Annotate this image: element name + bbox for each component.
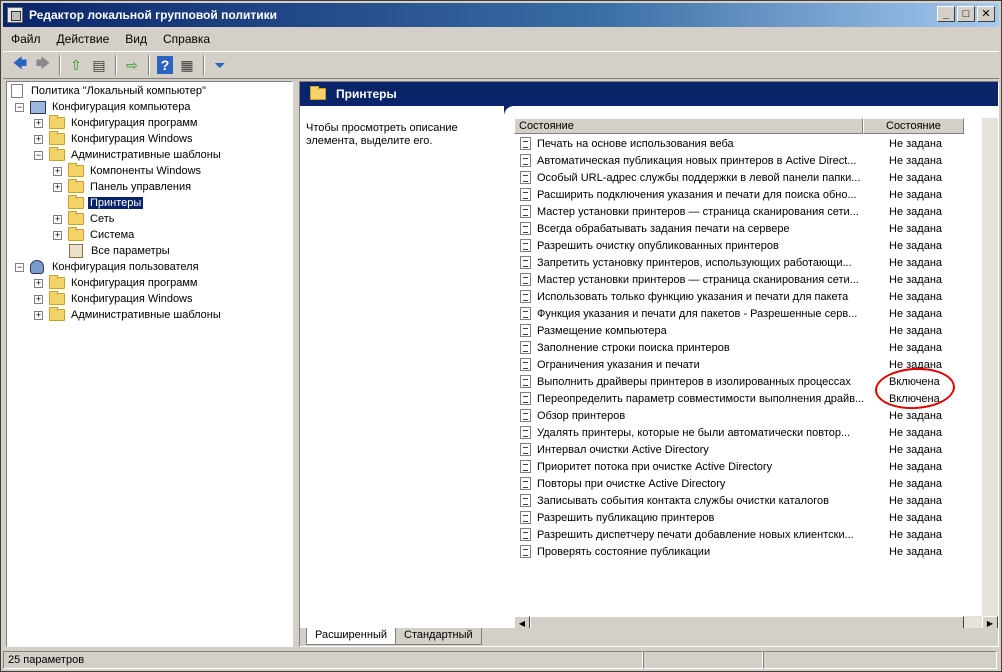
minimize-button[interactable]: _ [937, 6, 955, 22]
table-row[interactable] [514, 526, 984, 543]
collapse-icon[interactable]: − [16, 261, 23, 272]
tree-label: Конфигурация компьютера [52, 101, 191, 113]
folder-icon [49, 133, 65, 145]
filter-icon[interactable]: ⏷ [214, 56, 226, 73]
policy-setting-icon [520, 324, 531, 337]
table-row[interactable] [514, 322, 984, 339]
tree-item-user-admin-templates[interactable] [34, 307, 223, 323]
title-bar[interactable] [3, 3, 999, 27]
table-row[interactable] [514, 509, 984, 526]
setting-name: Размещение компьютера [537, 324, 667, 337]
scroll-left-arrow-icon[interactable]: ◀ [514, 616, 530, 632]
menu-bar [3, 29, 999, 49]
policy-setting-icon [520, 222, 531, 235]
setting-name: Использовать только функцию указания и печати для пакета [537, 290, 849, 303]
tree-label: Конфигурация Windows [71, 293, 193, 305]
expand-icon[interactable]: + [54, 165, 61, 176]
menu-help[interactable]: Справка [163, 32, 211, 46]
tree-label: Конфигурация Windows [71, 133, 193, 145]
table-row[interactable] [514, 254, 984, 271]
policy-setting-icon [520, 511, 531, 524]
policy-setting-icon [520, 307, 531, 320]
menu-file[interactable]: Файл [11, 32, 41, 46]
setting-state: Не задана [889, 511, 943, 524]
back-icon[interactable]: 🡄 [12, 55, 28, 71]
tree-item-computer-config[interactable] [15, 99, 192, 115]
folder-icon [49, 293, 65, 305]
folder-icon [310, 88, 326, 100]
policy-setting-icon [520, 239, 531, 252]
table-row[interactable] [514, 135, 984, 152]
policy-setting-icon [520, 409, 531, 422]
tab-extended[interactable]: Расширенный [306, 628, 396, 645]
tree-label: Принтеры [90, 197, 142, 209]
collapse-icon[interactable]: − [16, 101, 23, 112]
tree-item-user-config[interactable] [15, 259, 201, 275]
setting-state: Не задана [889, 239, 943, 252]
console-tree[interactable] [6, 81, 293, 647]
setting-name: Печать на основе использования веба [537, 137, 734, 150]
setting-name: Разрешить очистку опубликованных принтеров [537, 239, 779, 252]
table-row[interactable] [514, 220, 984, 237]
tree-label: Компоненты Windows [90, 165, 202, 177]
setting-state: Не задана [889, 137, 943, 150]
setting-name: Записывать события контакта службы очистки каталогов [537, 494, 829, 507]
table-row[interactable] [514, 543, 984, 560]
table-row[interactable] [514, 237, 984, 254]
menu-action[interactable]: Действие [56, 32, 110, 46]
policy-setting-icon [520, 460, 531, 473]
collapse-icon[interactable]: − [35, 149, 42, 160]
folder-icon [68, 181, 84, 193]
setting-state: Не задана [889, 307, 943, 320]
table-row[interactable] [514, 305, 984, 322]
setting-name: Разрешить диспетчеру печати добавление новых клиентски... [537, 528, 854, 541]
policy-setting-icon [520, 188, 531, 201]
setting-name: Мастер установки принтеров — страница сканирования сети... [537, 205, 859, 218]
tree-item-control-panel[interactable] [53, 179, 193, 195]
policy-setting-icon [520, 392, 531, 405]
column-header-name[interactable]: Состояние [514, 118, 863, 134]
tree-item-network[interactable] [53, 211, 116, 227]
close-button[interactable]: ✕ [977, 6, 995, 22]
setting-state: Не задана [889, 256, 943, 269]
folder-icon [68, 213, 84, 225]
details-body [300, 106, 999, 628]
setting-name: Удалять принтеры, которые не были автоматически повтор... [537, 426, 851, 439]
setting-name: Проверять состояние публикации [537, 545, 711, 558]
window-controls [937, 6, 995, 22]
setting-name: Разрешить публикацию принтеров [537, 511, 715, 524]
status-text: 25 параметров [3, 651, 643, 669]
status-bar [3, 651, 999, 669]
tree-label: Административные шаблоны [71, 309, 221, 321]
maximize-button[interactable]: □ [957, 6, 975, 22]
folder-icon [49, 117, 65, 129]
properties-view-icon[interactable]: ▦ [180, 56, 194, 73]
table-row[interactable] [514, 186, 984, 203]
tree-item-printers[interactable] [68, 195, 143, 211]
details-title: Принтеры [336, 87, 397, 101]
computer-icon [30, 101, 46, 114]
setting-name: Особый URL-адрес службы поддержки в левой панели папки... [537, 171, 861, 184]
setting-state: Не задана [889, 358, 943, 371]
table-row[interactable] [514, 169, 984, 186]
help-icon[interactable]: ? [157, 56, 173, 74]
expand-icon[interactable]: + [54, 181, 61, 192]
toolbar-separator [59, 55, 61, 75]
list-header [514, 118, 964, 134]
description-text: Чтобы просмотреть описание элемента, выделите его. [306, 122, 458, 147]
tree-label: Панель управления [90, 181, 192, 193]
policy-setting-icon [520, 256, 531, 269]
tab-standard[interactable]: Стандартный [395, 628, 482, 645]
policy-setting-icon [520, 171, 531, 184]
folder-icon [49, 309, 65, 321]
policy-setting-icon [520, 341, 531, 354]
setting-state: Включена [889, 375, 940, 388]
all-settings-icon [69, 244, 83, 258]
toolbar-separator [148, 55, 150, 75]
export-list-icon[interactable]: ⇨ [126, 56, 138, 73]
tree-item-system[interactable] [53, 227, 136, 243]
policy-setting-icon [520, 545, 531, 558]
folder-icon [68, 229, 84, 241]
expand-icon[interactable]: + [35, 309, 42, 320]
folder-icon [68, 197, 84, 209]
folder-icon [49, 149, 65, 161]
policy-setting-icon [520, 273, 531, 286]
table-row[interactable] [514, 441, 984, 458]
tree-item-user-programs[interactable] [34, 275, 199, 291]
description-panel [300, 106, 504, 622]
window-title: Редактор локальной групповой политики [29, 8, 277, 22]
table-row[interactable] [514, 288, 984, 305]
table-row[interactable] [514, 203, 984, 220]
folder-icon [49, 277, 65, 289]
table-row[interactable] [514, 271, 984, 288]
tree-item-root[interactable] [11, 83, 208, 99]
table-row[interactable] [514, 475, 984, 492]
setting-state: Не задана [889, 426, 943, 439]
table-row[interactable] [514, 492, 984, 509]
policy-setting-icon [520, 137, 531, 150]
table-row[interactable] [514, 339, 984, 356]
setting-state: Не задана [889, 273, 943, 286]
setting-name: Заполнение строки поиска принтеров [537, 341, 730, 354]
settings-list[interactable] [504, 106, 999, 622]
gpedit-app-icon [7, 7, 23, 23]
tree-item-windows-components[interactable] [53, 163, 203, 179]
setting-state: Не задана [889, 154, 943, 167]
setting-state: Не задана [889, 171, 943, 184]
policy-setting-icon [520, 494, 531, 507]
settings-rows [514, 135, 984, 560]
tree-item-all-settings[interactable] [69, 243, 172, 259]
setting-state: Включена [889, 392, 940, 405]
table-row[interactable] [514, 407, 984, 424]
column-header-state[interactable]: Состояние [863, 118, 964, 134]
tree-label: Система [90, 229, 135, 241]
tree-label: Все параметры [91, 245, 170, 257]
toolbar [3, 51, 999, 79]
policy-setting-icon [520, 443, 531, 456]
tree-item-user-windows[interactable] [34, 291, 195, 307]
setting-state: Не задана [889, 409, 943, 422]
status-cell-empty [763, 651, 997, 669]
setting-name: Выполнить драйверы принтеров в изолированных процессах [537, 375, 851, 388]
details-pane [299, 81, 999, 647]
setting-state: Не задана [889, 341, 943, 354]
setting-name: Обзор принтеров [537, 409, 626, 422]
setting-name: Функция указания и печати для пакетов - Разрешенные серв... [537, 307, 858, 320]
tree-label: Политика "Локальный компьютер" [31, 85, 206, 97]
tree-label: Сеть [90, 213, 115, 225]
toolbar-separator [115, 55, 117, 75]
menu-view[interactable]: Вид [125, 32, 147, 46]
details-header [300, 82, 999, 106]
view-tabs [300, 628, 999, 647]
setting-name: Интервал очистки Active Directory [537, 443, 709, 456]
tree-label: Конфигурация пользователя [52, 261, 199, 273]
setting-state: Не задана [889, 494, 943, 507]
setting-name: Приоритет потока при очистке Active Directory [537, 460, 773, 473]
up-folder-icon[interactable]: ⇧ [70, 56, 82, 73]
expand-icon[interactable]: + [35, 277, 42, 288]
policy-setting-icon [520, 528, 531, 541]
vertical-scrollbar[interactable] [982, 118, 998, 620]
table-row[interactable] [514, 424, 984, 441]
setting-name: Повторы при очистке Active Directory [537, 477, 726, 490]
setting-name: Переопределить параметр совместимости выполнения драйв... [537, 392, 865, 405]
tree-item-computer-admin-templates[interactable] [34, 147, 223, 163]
policy-setting-icon [520, 358, 531, 371]
setting-state: Не задана [889, 477, 943, 490]
setting-state: Не задана [889, 460, 943, 473]
folder-icon [68, 165, 84, 177]
setting-state: Не задана [889, 528, 943, 541]
table-row[interactable] [514, 152, 984, 169]
setting-state: Не задана [889, 222, 943, 235]
setting-state: Не задана [889, 443, 943, 456]
policy-setting-icon [520, 205, 531, 218]
tree-label: Конфигурация программ [71, 117, 198, 129]
policy-setting-icon [520, 375, 531, 388]
policy-setting-icon [520, 477, 531, 490]
setting-state: Не задана [889, 188, 943, 201]
user-icon [30, 260, 44, 274]
show-hide-tree-icon[interactable]: ▤ [92, 56, 106, 73]
tree-item-computer-windows[interactable] [34, 131, 195, 147]
policy-setting-icon [520, 154, 531, 167]
tree-item-computer-programs[interactable] [34, 115, 199, 131]
expand-icon[interactable]: + [35, 117, 42, 128]
expand-icon[interactable]: + [54, 213, 61, 224]
setting-name: Ограничения указания и печати [537, 358, 700, 371]
setting-state: Не задана [889, 324, 943, 337]
scroll-right-arrow-icon[interactable]: ▶ [982, 616, 998, 632]
policy-setting-icon [520, 426, 531, 439]
setting-name: Расширить подключения указания и печати для поиска обно... [537, 188, 857, 201]
policy-document-icon [11, 84, 23, 98]
forward-icon[interactable]: 🡆 [35, 55, 51, 71]
setting-state: Не задана [889, 205, 943, 218]
setting-name: Мастер установки принтеров — страница сканирования сети... [537, 273, 859, 286]
toolbar-separator [203, 55, 205, 75]
expand-icon[interactable]: + [35, 293, 42, 304]
setting-state: Не задана [889, 545, 943, 558]
setting-state: Не задана [889, 290, 943, 303]
setting-name: Всегда обрабатывать задания печати на сервере [537, 222, 790, 235]
expand-icon[interactable]: + [54, 229, 61, 240]
status-cell-empty [643, 651, 763, 669]
table-row[interactable] [514, 458, 984, 475]
tree-label: Конфигурация программ [71, 277, 198, 289]
expand-icon[interactable]: + [35, 133, 42, 144]
setting-name: Автоматическая публикация новых принтеров в Active Direct... [537, 154, 857, 167]
tree-label: Административные шаблоны [71, 149, 221, 161]
setting-name: Запретить установку принтеров, использующих работающи... [537, 256, 852, 269]
policy-setting-icon [520, 290, 531, 303]
